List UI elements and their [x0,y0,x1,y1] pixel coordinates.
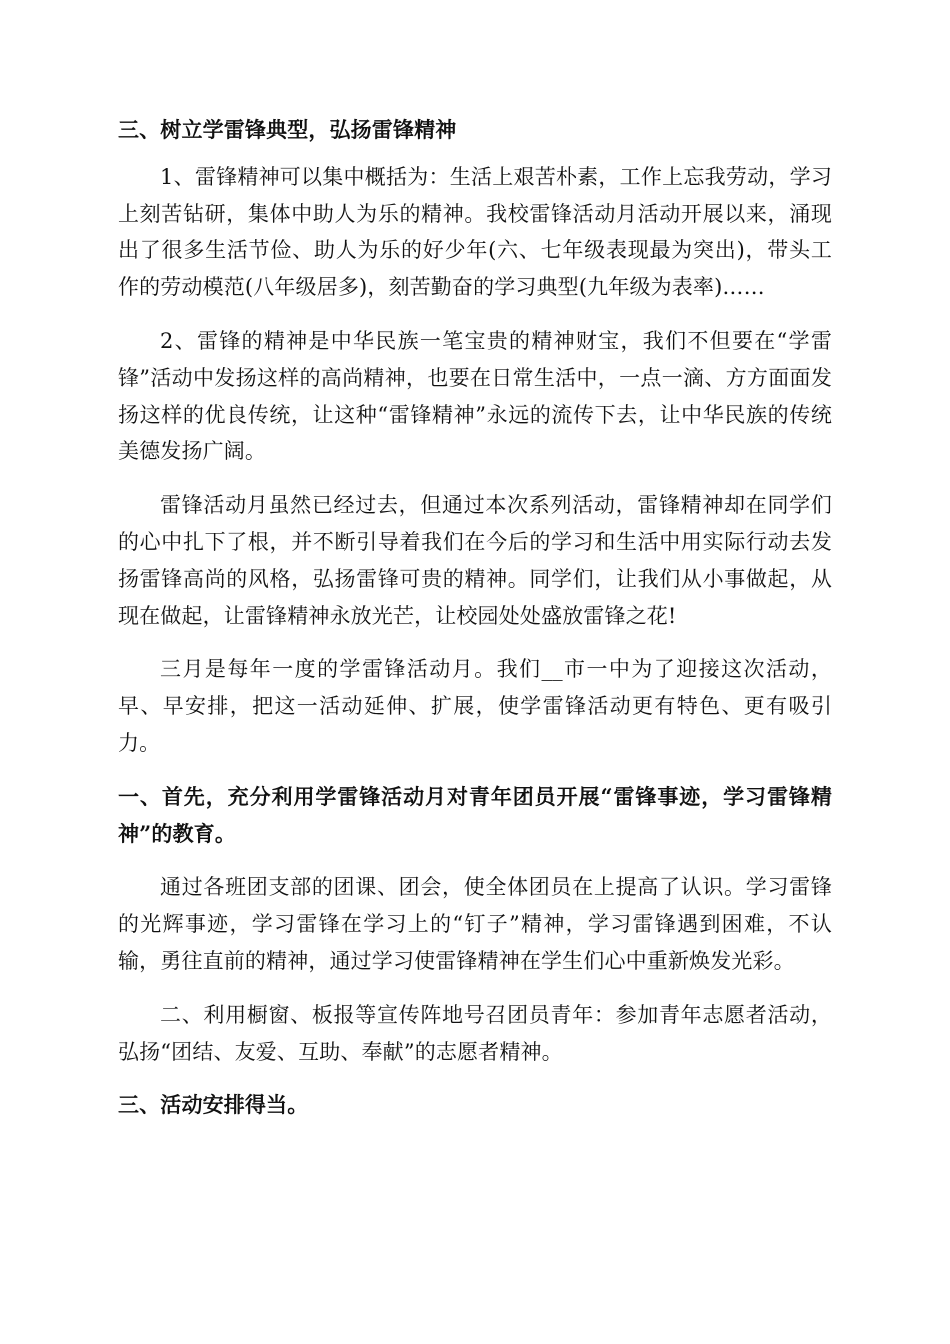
body-paragraph: 二、利用橱窗、板报等宣传阵地号召团员青年：参加青年志愿者活动，弘扬“团结、友爱、互助、奉献”的志愿者精神。 [118,1002,832,1064]
section-heading: 三、活动安排得当。 [118,1092,309,1118]
body-paragraph: 通过各班团支部的团课、团会，使全体团员在上提高了认识。学习雷锋的光辉事迹，学习雷锋在学习上的“钉子”精神，学习雷锋遇到困难，不认输，勇往直前的精神，通过学习使雷锋精神在学生们心中重新焕发光彩。 [118,875,832,973]
body-paragraph: 2、雷锋的精神是中华民族一笔宝贵的精神财宝，我们不但要在“学雷锋”活动中发扬这样的高尚精神，也要在日常生活中，一点一滴、方方面面发扬这样的优良传统，让这种“雷锋精神”永远的流传下去，让中华民族的传统美德发扬广阔。 [118,328,832,464]
body-paragraph: 雷锋活动月虽然已经过去，但通过本次系列活动，雷锋精神却在同学们的心中扎下了根，并不断引导着我们在今后的学习和生活中用实际行动去发扬雷锋高尚的风格，弘扬雷锋可贵的精神。同学们，让我们从小事做起，从现在做起，让雷锋精神永放光芒，让校园处处盛放雷锋之花! [118,493,832,628]
section-heading: 一、首先，充分利用学雷锋活动月对青年团员开展“雷锋事迹，学习雷锋精神”的教育。 [118,783,832,846]
body-paragraph: 三月是每年一度的学雷锋活动月。我们__市一中为了迎接这次活动，早、早安排，把这一活动延伸、扩展，使学雷锋活动更有特色、更有吸引力。 [118,657,832,755]
body-paragraph: 1、雷锋精神可以集中概括为：生活上艰苦朴素，工作上忘我劳动，学习上刻苦钻研，集体中助人为乐的精神。我校雷锋活动月活动开展以来，涌现出了很多生活节俭、助人为乐的好少年(六、七年级表现最为突出)，带头工作的劳动模范(八年级居多)，刻苦勤奋的学习典型(九年级为表率)…… [118,164,832,300]
section-heading: 三、树立学雷锋典型，弘扬雷锋精神 [118,117,457,142]
document-body [118,112,832,1124]
